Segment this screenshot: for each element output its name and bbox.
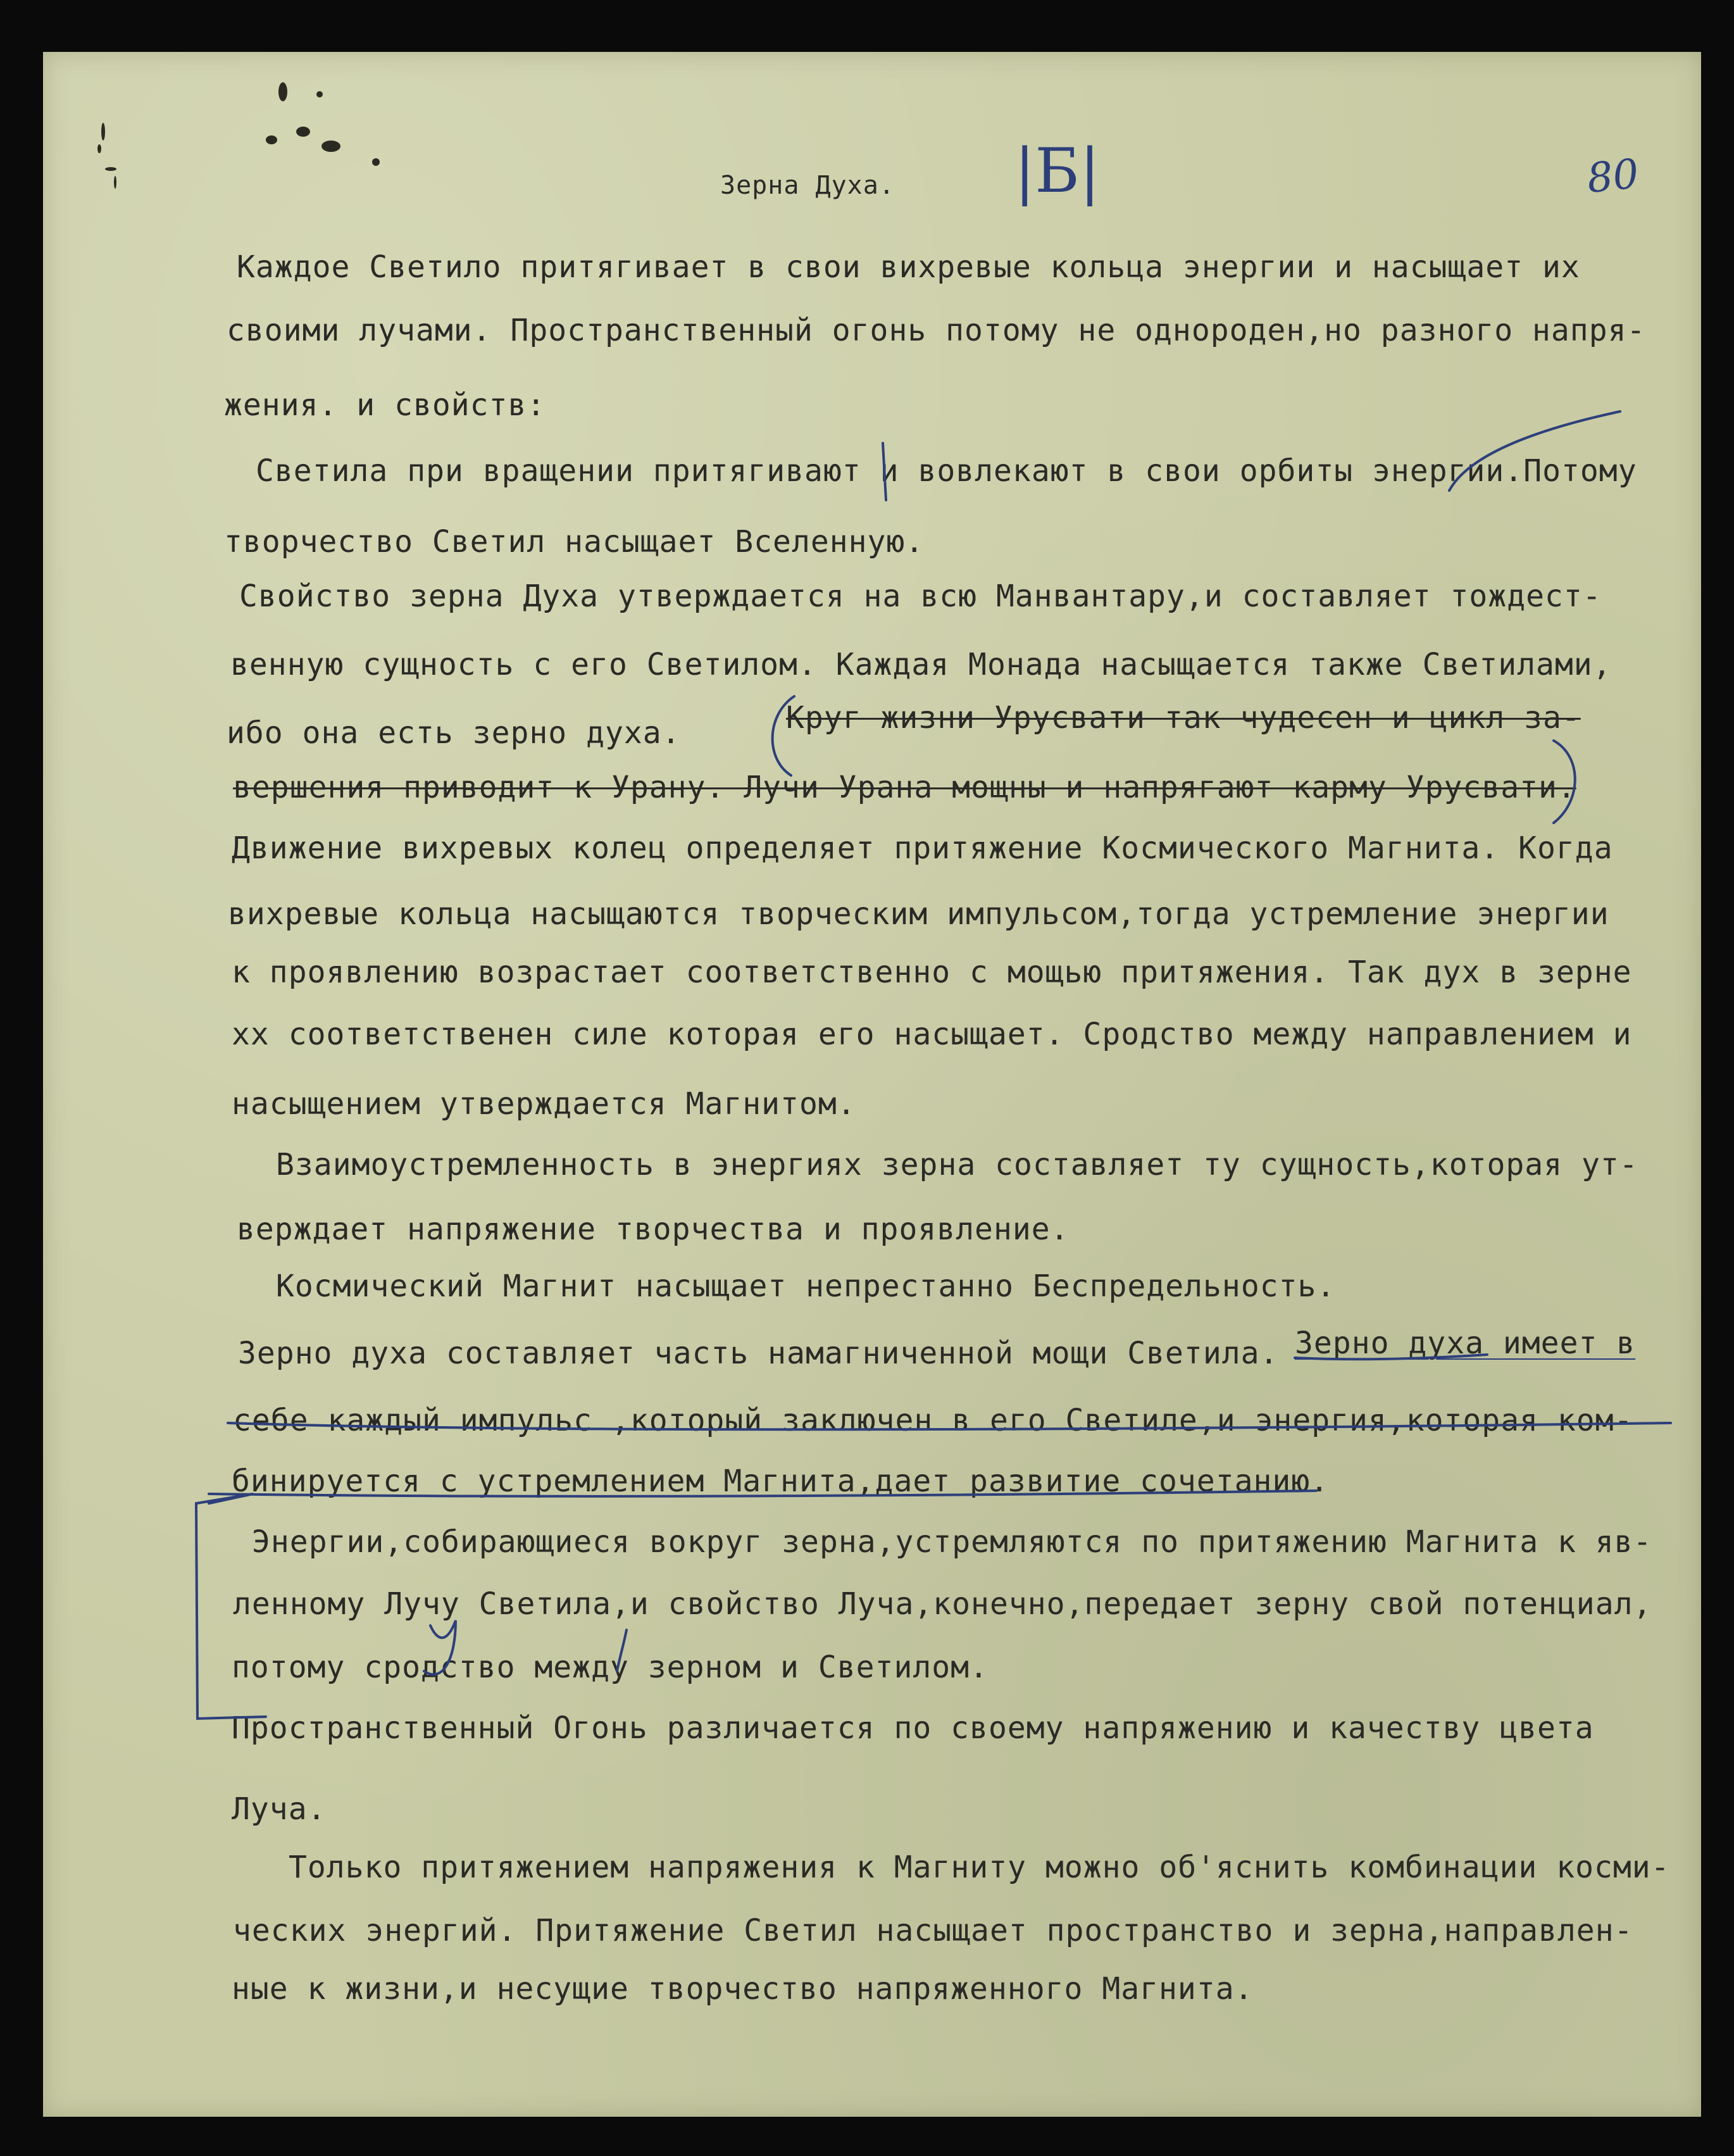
- ink-blot: [101, 123, 105, 141]
- ink-blot: [278, 82, 287, 101]
- ink-blot: [114, 176, 116, 189]
- ink-blot: [372, 158, 380, 166]
- ink-blot: [266, 135, 277, 144]
- text-line: Взаимоустремленность в энергиях зерна составляет ту сущность,которая ут-: [276, 1147, 1638, 1182]
- ink-blot: [105, 167, 116, 171]
- text-line: Только притяжением напряжения к Магниту можно об'яснить комбинации косми-: [289, 1850, 1670, 1885]
- text-line: потому сродство между зерном и Светилом.: [232, 1650, 989, 1685]
- text-line: себе каждый импульс ,который заключен в его Светиле,и энергия,которая ком-: [233, 1403, 1633, 1438]
- text-line: Космический Магнит насыщает непрестанно Беспредельность.: [276, 1269, 1336, 1304]
- struck-text-line: Круг жизни Урусвати так чудесен и цикл за-: [786, 700, 1581, 736]
- text-line: Пространственный Огонь различается по своему напряжению и качеству цвета: [232, 1710, 1594, 1746]
- text-line: Светила при вращении притягивают и вовлекают в свои орбиты энергии.Потому: [256, 453, 1637, 489]
- text-line: ческих энергий. Притяжение Светил насыщает пространство и зерна,направлен-: [233, 1913, 1633, 1948]
- text-line: своими лучами. Пространственный огонь потому не однороден,но разного напря-: [227, 313, 1646, 348]
- struck-text-line: вершения приводит к Урану. Лучи Урана мощны и напрягают карму Урусвати.: [233, 770, 1576, 805]
- text-line: Энергии,собирающиеся вокруг зерна,устремляются по притяжению Магнита к яв-: [252, 1524, 1652, 1560]
- ink-blot: [97, 144, 101, 153]
- text-line: Свойство зерна Духа утверждается на всю Манвантару,и составляет тождест-: [239, 579, 1602, 614]
- text-line: венную сущность с его Светилом. Каждая Монада насыщается также Светилами,: [230, 647, 1612, 682]
- text-line: вихревые кольца насыщаются творческим импульсом,тогда устремление энергии: [228, 896, 1609, 932]
- text-line: Луча.: [232, 1791, 327, 1827]
- text-line: ленному Лучу Светила,и свойство Луча,конечно,передает зерну свой потенциал,: [233, 1586, 1652, 1622]
- ink-blot: [321, 141, 340, 152]
- text-line: ные к жизни,и несущие творчество напряженного Магнита.: [232, 1971, 1254, 2007]
- underlined-text: Зерно духа имеет в: [1295, 1326, 1636, 1361]
- text-line: к проявлению возрастает соответственно с мощью притяжения. Так дух в зерне: [232, 955, 1632, 990]
- typewritten-page: [43, 52, 1701, 2117]
- ink-blot: [316, 91, 323, 97]
- text-line: ибо она есть зерно духа.: [227, 715, 681, 751]
- text-line: Зерно духа составляет часть намагниченной мощи Светила.: [238, 1336, 1279, 1371]
- text-line: насыщением утверждается Магнитом.: [232, 1086, 856, 1122]
- text-line: Движение вихревых колец определяет притяжение Космического Магнита. Когда: [232, 830, 1613, 866]
- archive-mark: |Б|: [1014, 135, 1101, 206]
- text-line: Каждое Светило притягивает в свои вихревые кольца энергии и насыщает их: [237, 249, 1580, 285]
- text-line: хх соответственен силе которая его насыщает. Сродство между направлением и: [232, 1017, 1632, 1052]
- text-line: творчество Светил насыщает Вселенную.: [224, 524, 925, 560]
- text-line: бинируется с устремлением Магнита,дает развитие сочетанию.: [232, 1463, 1330, 1499]
- ink-blot: [296, 127, 310, 137]
- text-line: жения. и свойств:: [224, 387, 546, 423]
- page-title: Зерна Духа.: [720, 171, 895, 200]
- page-number: 80: [1585, 150, 1642, 203]
- text-line: верждает напряжение творчества и проявление.: [237, 1212, 1070, 1247]
